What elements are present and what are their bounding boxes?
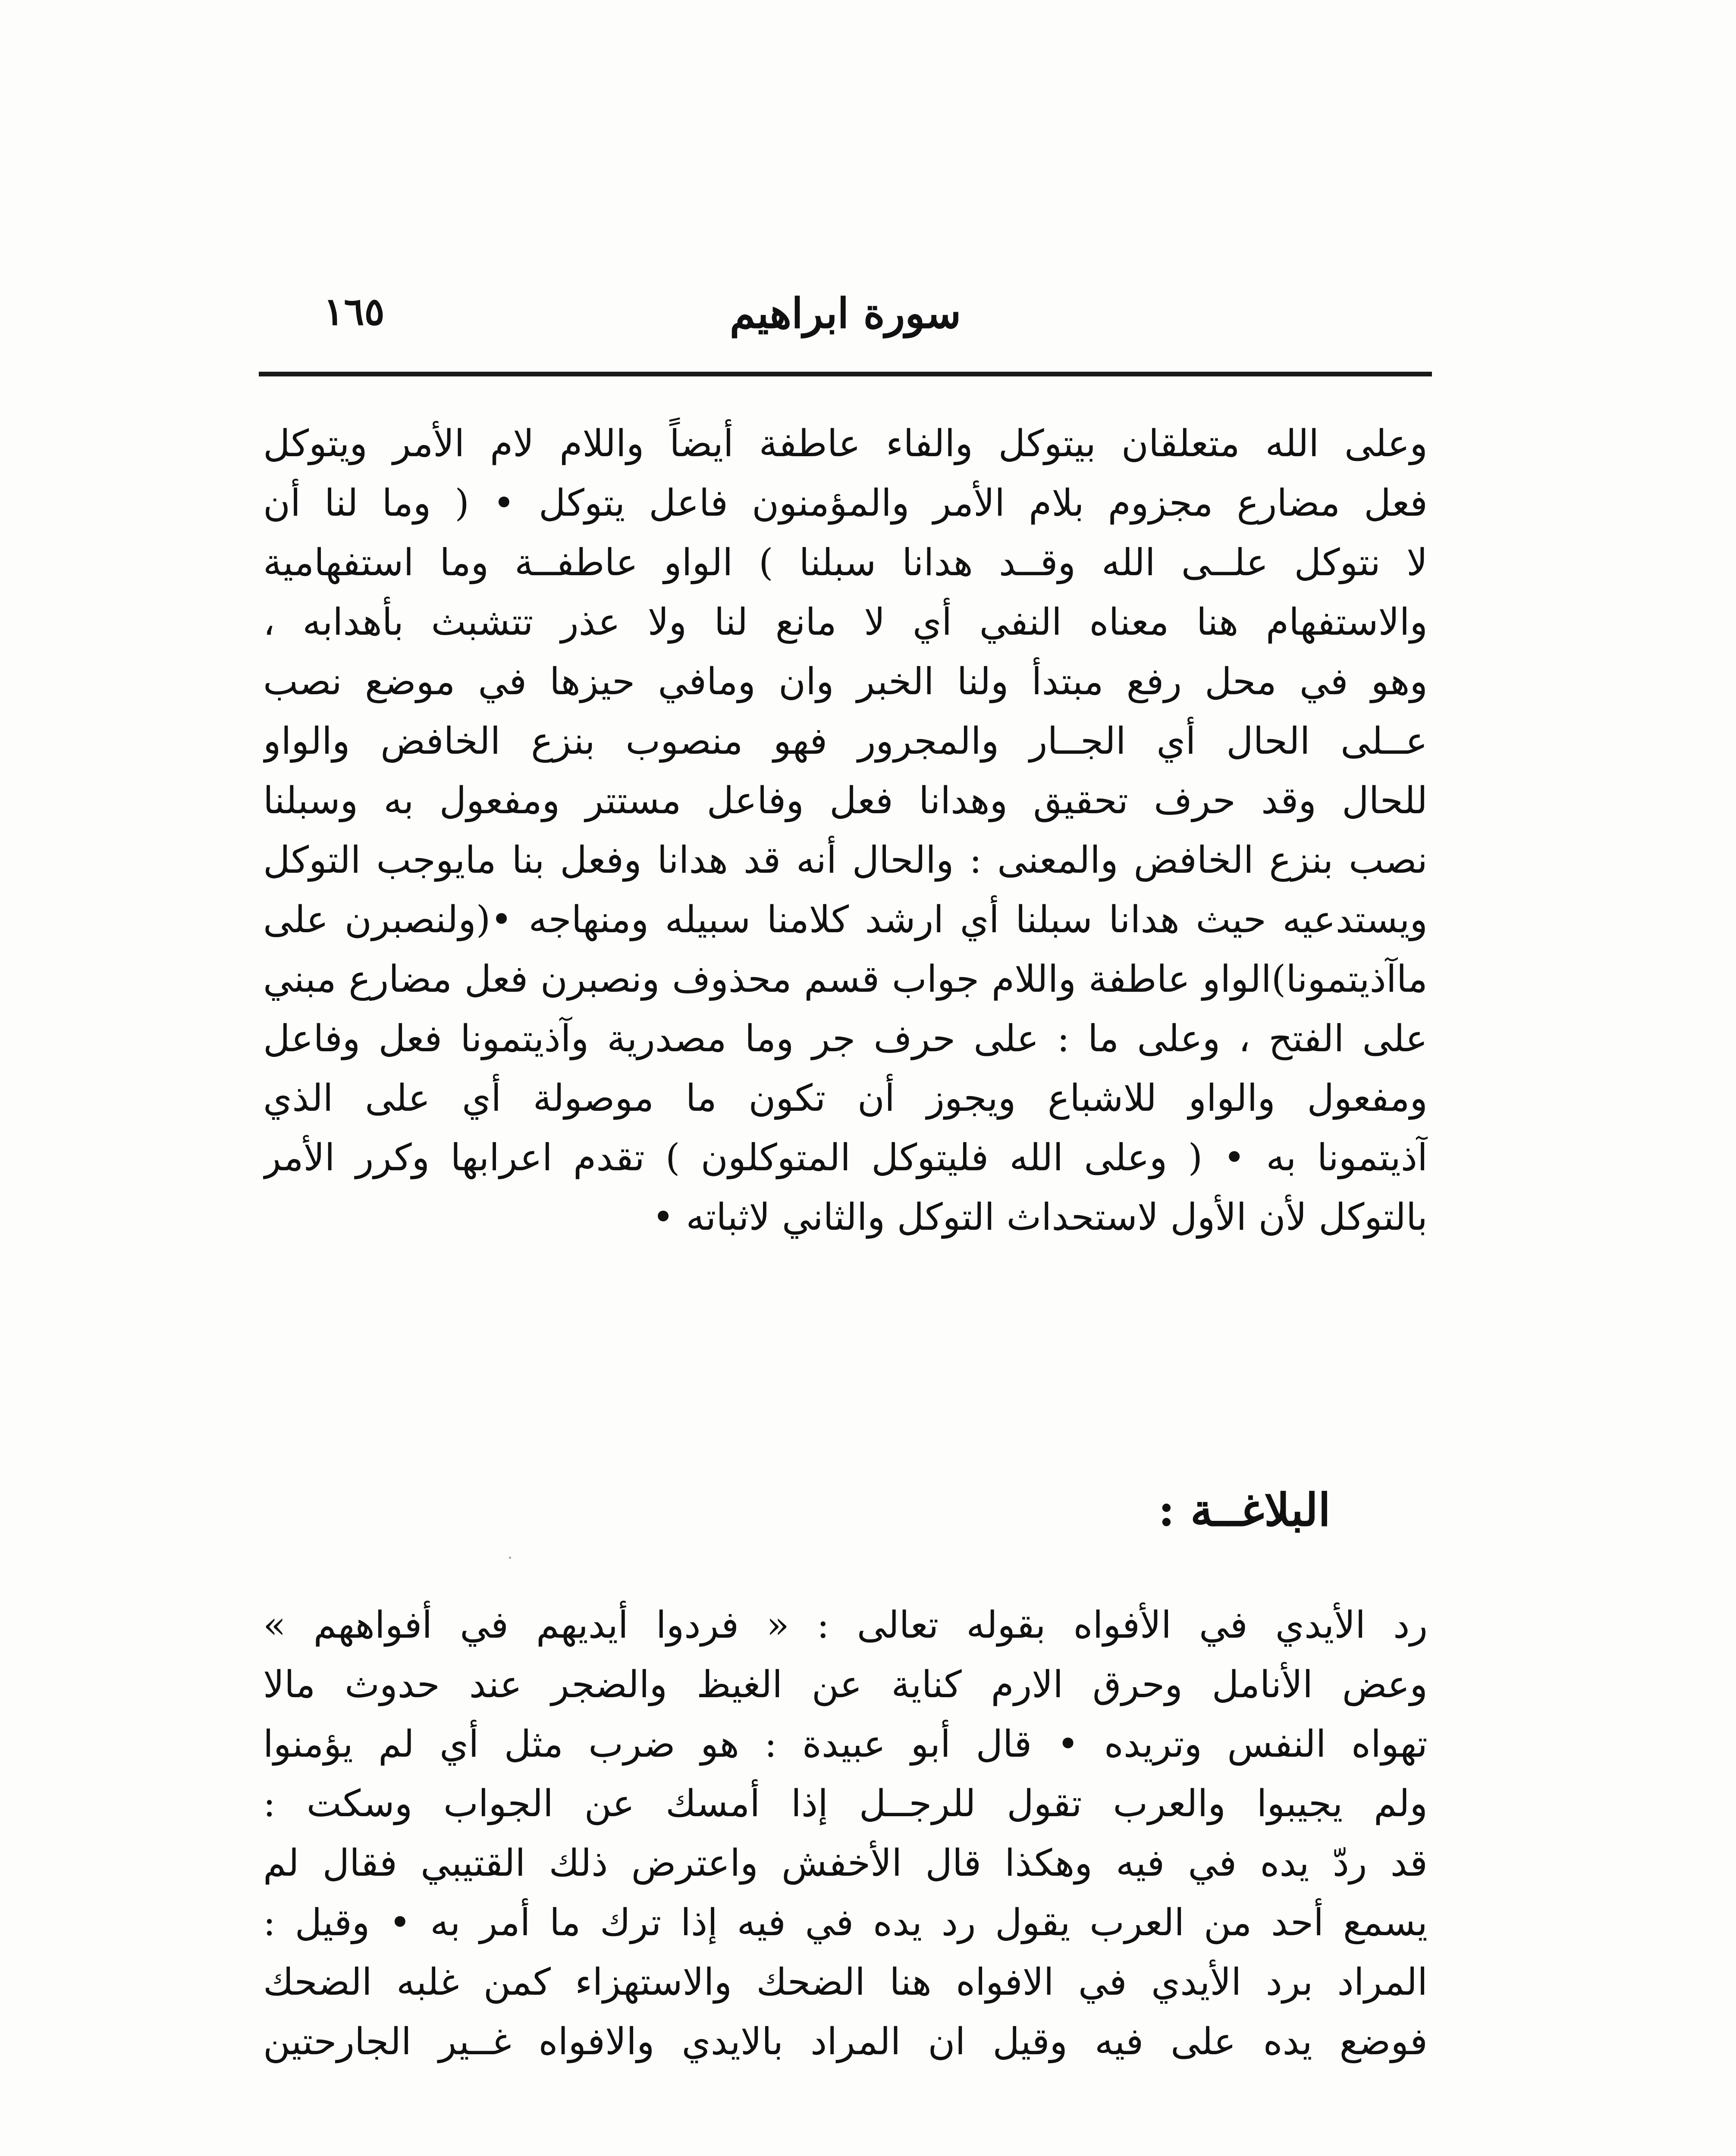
text-line: وهو في محل رفع مبتدأ ولنا الخبر وان ومافي حيزها في موضع نصب — [263, 660, 1428, 703]
text-line: ولم يجيبوا والعرب تقول للرجــل إذا أمسك عن الجواب وسكت : — [263, 1782, 1428, 1825]
text-line: ويستدعيه حيث هدانا سبلنا أي ارشد كلامنا سبيله ومنهاجه •(ولنصبرن على — [263, 898, 1428, 941]
section-heading-balagha: البلاغــة : — [1158, 1483, 1331, 1536]
text-line: نصب بنزع الخافض والمعنى : والحال أنه قد هدانا وفعل بنا مايوجب التوكل — [263, 839, 1428, 882]
paragraph-rhetoric — [263, 1595, 1428, 2071]
page-number: ١٦٥ — [323, 289, 385, 334]
text-line: والاستفهام هنا معناه النفي أي لا مانع لنا ولا عذر تتشبث بأهدابه ، — [263, 601, 1428, 644]
text-line: ومفعول والواو للاشباع ويجوز أن تكون ما موصولة أي على الذي — [263, 1077, 1428, 1120]
text-line: فوضع يده على فيه وقيل ان المراد بالايدي والافواه غــير الجارحتين — [263, 2020, 1428, 2063]
surah-title: سورة ابراهيم — [729, 289, 961, 338]
text-line: يسمع أحد من العرب يقول رد يده في فيه إذا ترك ما أمر به • وقيل : — [263, 1901, 1428, 1944]
text-line: قد ردّ يده في فيه وهكذا قال الأخفش واعترض ذلك القتيبي فقال لم — [263, 1842, 1428, 1885]
text-line: بالتوكل لأن الأول لاستحداث التوكل والثاني لاثباته • — [652, 1196, 1428, 1239]
text-line: فعل مضارع مجزوم بلام الأمر والمؤمنون فاعل يتوكل • ( وما لنا أن — [263, 482, 1428, 525]
text-line: عــلى الحال أي الجــار والمجرور فهو منصوب بنزع الخافض والواو — [263, 720, 1428, 763]
text-line: تهواه النفس وتريده • قال أبو عبيدة : هو ضرب مثل أي لم يؤمنوا — [263, 1723, 1428, 1766]
text-line: لا نتوكل علــى الله وقــد هدانا سبلنا ) الواو عاطفــة وما استفهامية — [263, 541, 1428, 584]
text-line: على الفتح ، وعلى ما : على حرف جر وما مصدرية وآذيتمونا فعل وفاعل — [263, 1017, 1428, 1060]
paragraph-grammar — [263, 414, 1428, 1247]
scan-speck — [509, 1557, 511, 1559]
header-rule — [259, 372, 1432, 376]
text-line: آذيتمونا به • ( وعلى الله فليتوكل المتوكلون ) تقدم اعرابها وكرر الأمر — [263, 1136, 1428, 1179]
text-line: ماآذيتمونا)الواو عاطفة واللام جواب قسم محذوف ونصبرن فعل مضارع مبني — [263, 958, 1428, 1001]
text-line: للحال وقد حرف تحقيق وهدانا فعل وفاعل مستتر ومفعول به وسبلنا — [263, 779, 1428, 822]
text-line: وعض الأنامل وحرق الارم كناية عن الغيظ والضجر عند حدوث مالا — [263, 1663, 1428, 1706]
text-line: المراد برد الأيدي في الافواه هنا الضحك والاستهزاء كمن غلبه الضحك — [263, 1961, 1428, 2004]
running-head — [259, 272, 1432, 354]
text-line: وعلى الله متعلقان بيتوكل والفاء عاطفة أيضاً واللام لام الأمر ويتوكل — [263, 422, 1428, 465]
text-line: رد الأيدي في الأفواه بقوله تعالى : « فردوا أيديهم في أفواههم » — [263, 1604, 1428, 1647]
